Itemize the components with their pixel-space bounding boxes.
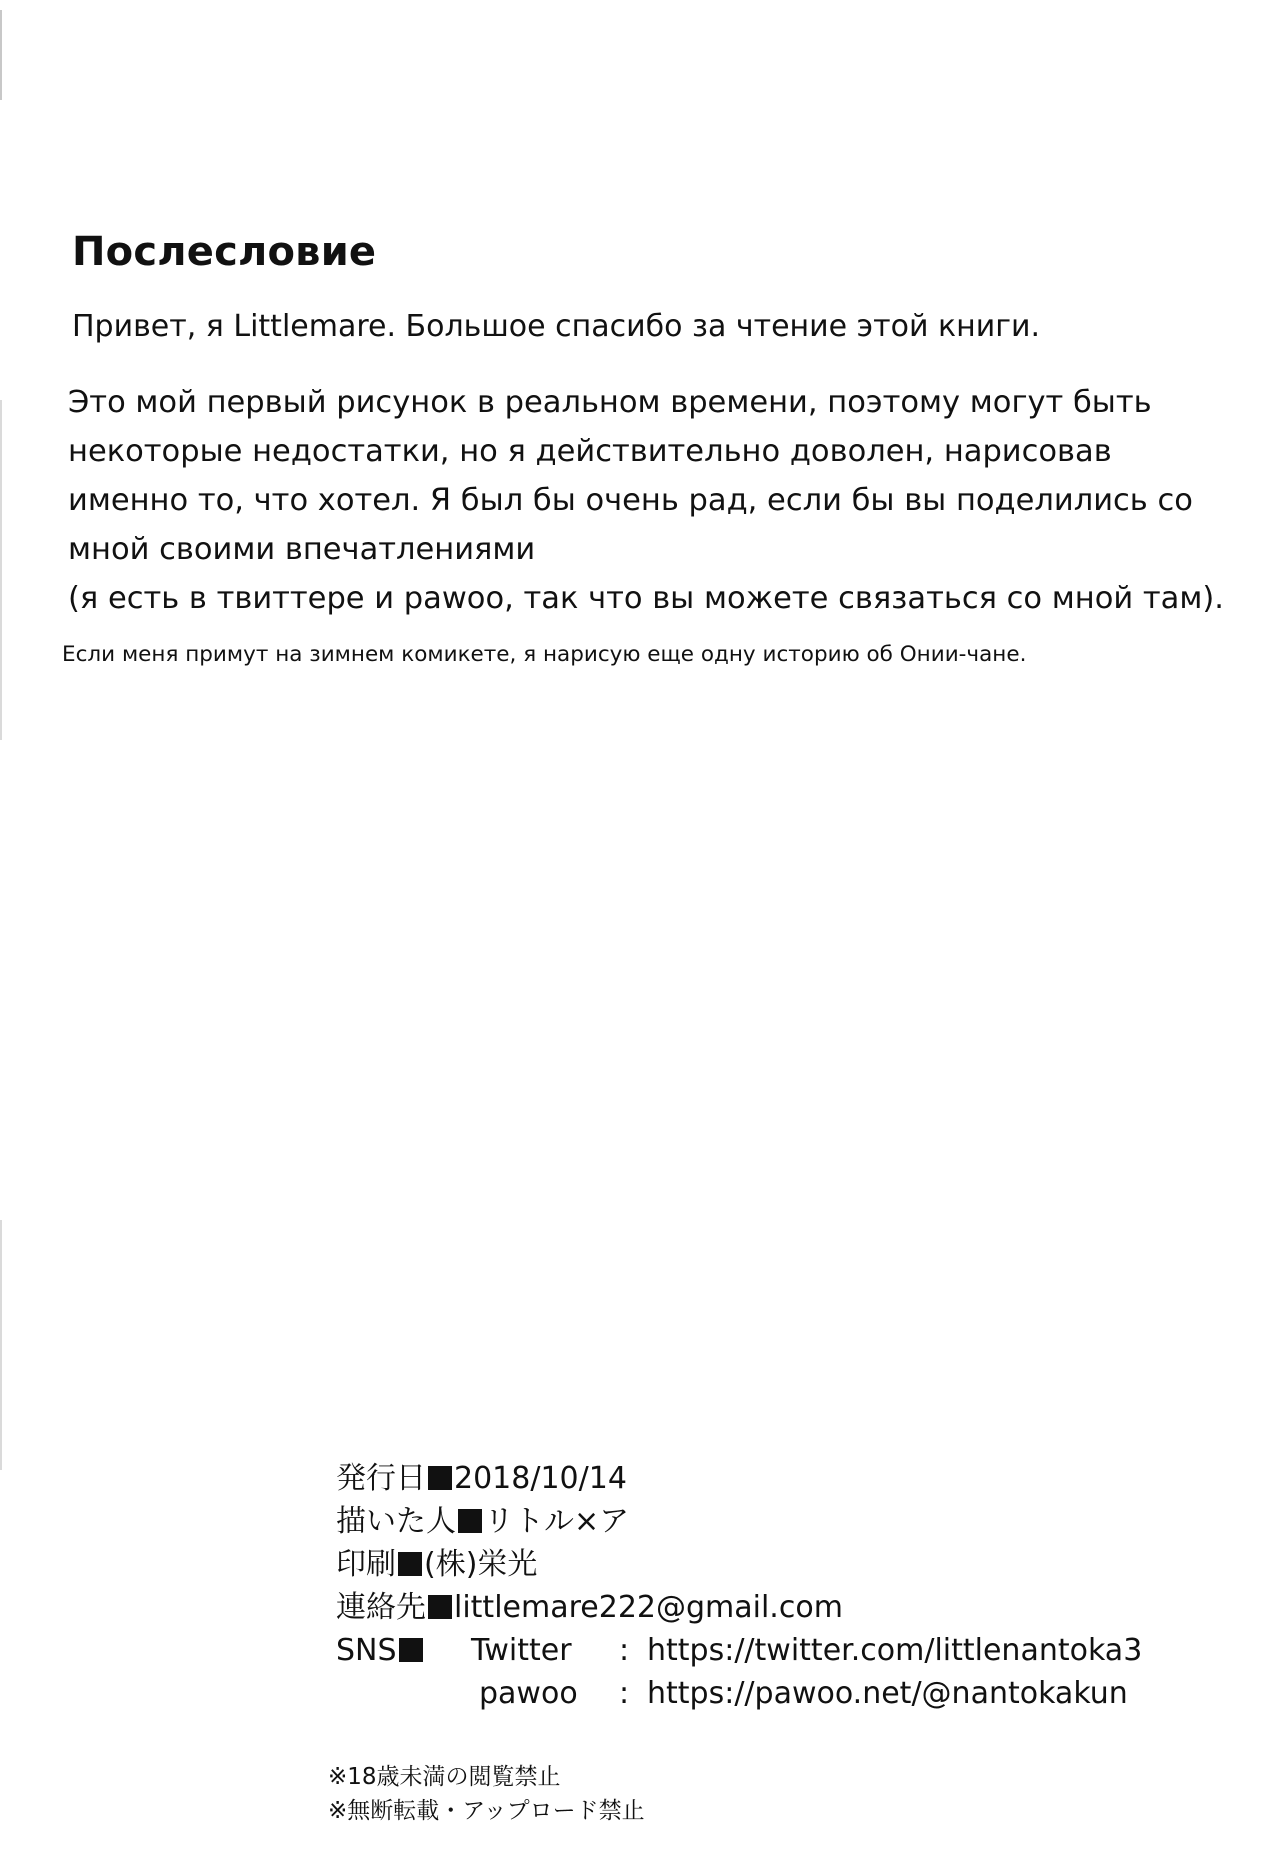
sns-label-group bbox=[336, 1629, 471, 1672]
square-bullet-icon bbox=[428, 1466, 452, 1490]
sns-separator: : bbox=[619, 1633, 630, 1668]
colophon-release-date bbox=[336, 1457, 1266, 1500]
afterword-body bbox=[68, 378, 1278, 623]
afterword-body-line: мной своими впечатлениями bbox=[68, 532, 536, 567]
afterword-title: Послесловие bbox=[72, 229, 377, 275]
warnings bbox=[328, 1760, 928, 1828]
scan-edge-mark bbox=[0, 10, 2, 100]
square-bullet-icon bbox=[428, 1595, 452, 1619]
afterword-greeting: Привет, я Littlemare. Большое спасибо за чтение этой книги. bbox=[72, 309, 1040, 344]
afterword-body-line: именно то, что хотел. Я был бы очень рад, если бы вы поделились со bbox=[68, 483, 1193, 518]
colophon bbox=[336, 1457, 1266, 1715]
scan-edge-mark bbox=[0, 1220, 2, 1470]
contact-label: 連絡先 bbox=[336, 1590, 426, 1625]
afterword-body-line: некоторые недостатки, но я действительно доволен, нарисовав bbox=[68, 434, 1112, 469]
colophon-contact bbox=[336, 1586, 1266, 1629]
sns-name-twitter: Twitter bbox=[471, 1633, 572, 1668]
sns-url-pawoo: https://pawoo.net/@nantokakun bbox=[647, 1676, 1128, 1711]
colophon-sns-twitter bbox=[336, 1629, 1266, 1672]
sns-separator: : bbox=[619, 1676, 630, 1711]
sns-label: SNS bbox=[336, 1633, 397, 1668]
release-date-value: 2018/10/14 bbox=[454, 1461, 627, 1496]
colophon-sns-pawoo bbox=[336, 1672, 1266, 1715]
author-label: 描いた人 bbox=[336, 1504, 456, 1539]
author-value: リトル×ア bbox=[484, 1504, 630, 1539]
afterword-body-line: (я есть в твиттере и pawoo, так что вы можете связаться со мной там). bbox=[68, 581, 1224, 616]
square-bullet-icon bbox=[458, 1509, 482, 1533]
scan-edge-mark bbox=[0, 400, 2, 740]
afterword-heading-block bbox=[72, 228, 1272, 276]
afterword-note: Если меня примут на зимнем комикете, я нарисую еще одну историю об Онии-чане. bbox=[62, 642, 1027, 667]
contact-email: littlemare222@gmail.com bbox=[454, 1590, 843, 1625]
release-date-label: 発行日 bbox=[336, 1461, 426, 1496]
sns-name-pawoo: pawoo bbox=[479, 1676, 578, 1711]
printer-value: (株)栄光 bbox=[424, 1547, 538, 1582]
printer-label: 印刷 bbox=[336, 1547, 396, 1582]
square-bullet-icon bbox=[398, 1552, 422, 1576]
sns-url-twitter: https://twitter.com/littlenantoka3 bbox=[647, 1633, 1143, 1668]
colophon-printer bbox=[336, 1543, 1266, 1586]
square-bullet-icon bbox=[399, 1638, 423, 1662]
colophon-author bbox=[336, 1500, 1266, 1543]
warning-age-restriction: ※18歳未満の閲覧禁止 bbox=[328, 1764, 561, 1790]
warning-no-reupload: ※無断転載・アップロード禁止 bbox=[328, 1798, 645, 1824]
afterword-body-line: Это мой первый рисунок в реальном времени, поэтому могут быть bbox=[68, 385, 1152, 420]
